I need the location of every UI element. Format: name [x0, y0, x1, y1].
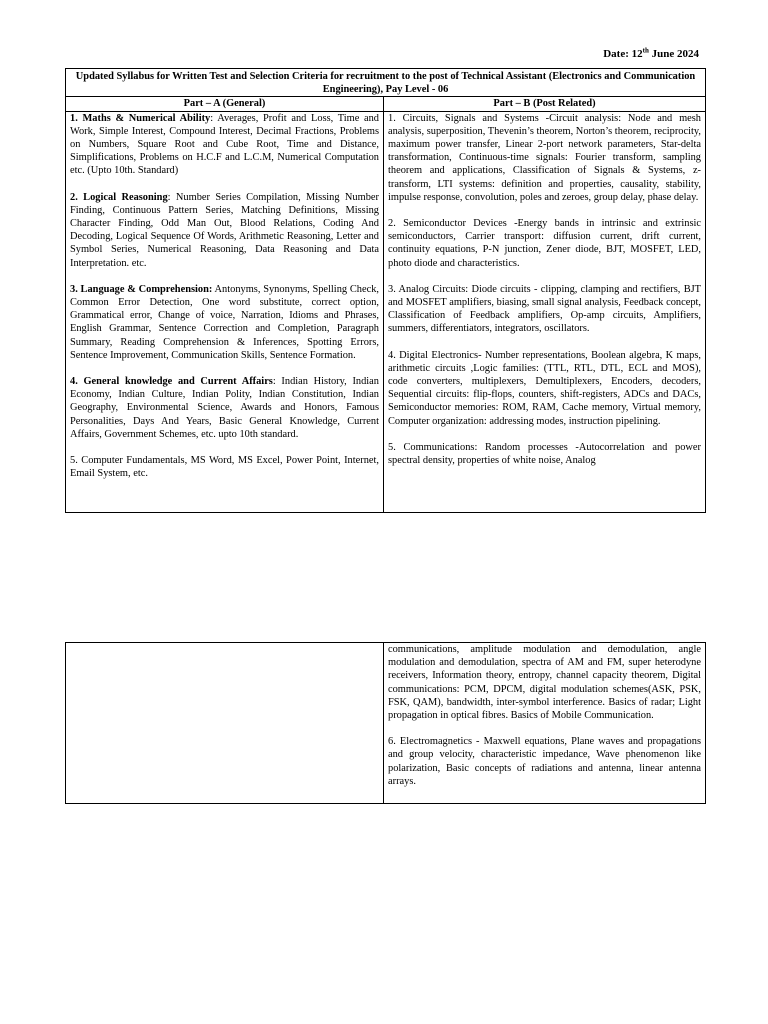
part-b-section-electromagnetics: 6. Electromagnetics - Maxwell equations, Plane waves and propagations and group velocity, characteristic impedance, Wave phenomenon like polarization, Basic concepts of radiations and antenna, linear antenna arrays. [388, 736, 701, 787]
part-b-section-analog: 3. Analog Circuits: Diode circuits - clipping, clamping and rectifiers, BJT and MOSFET amplifiers, biasing, small signal analysis, Feedback concept, Classification of Feedback amplifiers, Op-amp circuits, Amplifiers, summers, differentiators, integrators, oscillators. [388, 283, 702, 335]
part-b-communications-continued: communications, amplitude modulation and demodulation, angle modulation and demodulation, spectra of AM and FM, super heterodyne receivers, Information theory, entropy, channel capacity theorem, Digital communications: PCM, DPCM, digital modulation schemes(ASK, PSK, FSK, QAM), bandwidth, inter-symbol interference. Basics of radar; Light propagation in optical fibres. Basics of Mobile Communication. [388, 644, 701, 722]
part-a-section-maths: 1. Maths & Numerical Ability: Averages, Profit and Loss, Time and Work, Simple Interest, Compound Interest, Decimal Fractions, Problems on Numbers, Square Root and Cube Root, Time and Distance, Simplifications, Problems on H.C.F and L.C.M, Numerical Computation etc. (Upto 10th. Standard) [70, 112, 379, 177]
part-a-cell-empty [66, 643, 384, 804]
part-a-cell [66, 111, 384, 512]
syllabus-title: Updated Syllabus for Written Test and Selection Criteria for recruitment to the post of Technical Assistant (Electronics and Communication Engineering), Pay Level - 06 [66, 69, 706, 97]
part-b-section-communications: 5. Communications: Random processes -Autocorrelation and power spectral density, properties of white noise, Analog [388, 441, 702, 467]
part-a-heading: Part – A (General) [66, 97, 384, 111]
document-date: Date: 12th June 2024 [603, 46, 699, 60]
part-b-heading: Part – B (Post Related) [384, 97, 706, 111]
part-a-section-gk: 4. General knowledge and Current Affairs: Indian History, Indian Economy, Indian Culture, Indian Polity, Indian Constitution, Indian Geography, Environmental Science, Awards and Honors, Famous Personalities, Days And Years, Basic General Knowledge, Current Affairs, Government Schemes, etc. upto 10th standard. [70, 376, 379, 440]
part-a-section-language: 3. Language & Comprehension: Antonyms, Synonyms, Spelling Check, Common Error Detection, One word substitute, correct option, Grammatical error, Change of voice, Narration, Idioms and Phrases, English Grammar, Sentence Correction and Completion, Paragraph Summary, Reading Comprehension & Inferences, Spotting Errors, Sentence Improvement, Communication Skills, Sentence Formation. [70, 283, 379, 361]
part-a-section-computer: 5. Computer Fundamentals, MS Word, MS Excel, Power Point, Internet, Email System, etc. [70, 455, 379, 480]
part-b-section-digital: 4. Digital Electronics- Number representations, Boolean algebra, K maps, arithmetic circuits ,Logic families: (TTL, RTL, DTL, ECL and MOS), code converters, multiplexers, Demultiplexers, Encoders, decoders, Sequential circuits: flip-flops, counters, shift-registers, ADCs and DACs, Semiconductor memories: ROM, RAM, Cache memory, Virtual memory, Computer organization: addressing modes, instruction pipelining. [388, 349, 702, 427]
syllabus-table-continued [65, 642, 706, 804]
part-b-section-circuits: 1. Circuits, Signals and Systems -Circuit analysis: Node and mesh analysis, superposition, Thevenin’s theorem, Norton’s theorem, reciprocity, maximum power transfer, Linear 2-port network parameters, Star-delta transformation, Continuous-time signals: Fourier transform, sampling theorem and applications, Classification of Signals & Systems, z-transform, LTI systems: definition and properties, causality, stability, impulse response, convolution, poles and zeroes, group delay, phase delay. [388, 112, 702, 203]
syllabus-table [65, 68, 706, 513]
part-b-cell-continued [384, 643, 706, 804]
part-a-section-reasoning: 2. Logical Reasoning: Number Series Compilation, Missing Number Finding, Continuous Pattern Series, Matching Definitions, Missing Character Finding, Odd Man Out, Blood Relations, Coding And Decoding, Logical Sequence Of Words, Arithmetic Reasoning, Letter and Symbol Series, Numerical Reasoning, Data Reasoning and Data Interpretation. etc. [70, 191, 379, 269]
part-b-section-semiconductor: 2. Semiconductor Devices -Energy bands in intrinsic and extrinsic semiconductors, Carrier transport: diffusion current, drift current, continuity equations, P-N junction, Zener diode, BJT, MOSFET, LED, photo diode and characteristics. [388, 218, 702, 269]
part-b-cell [384, 111, 706, 512]
